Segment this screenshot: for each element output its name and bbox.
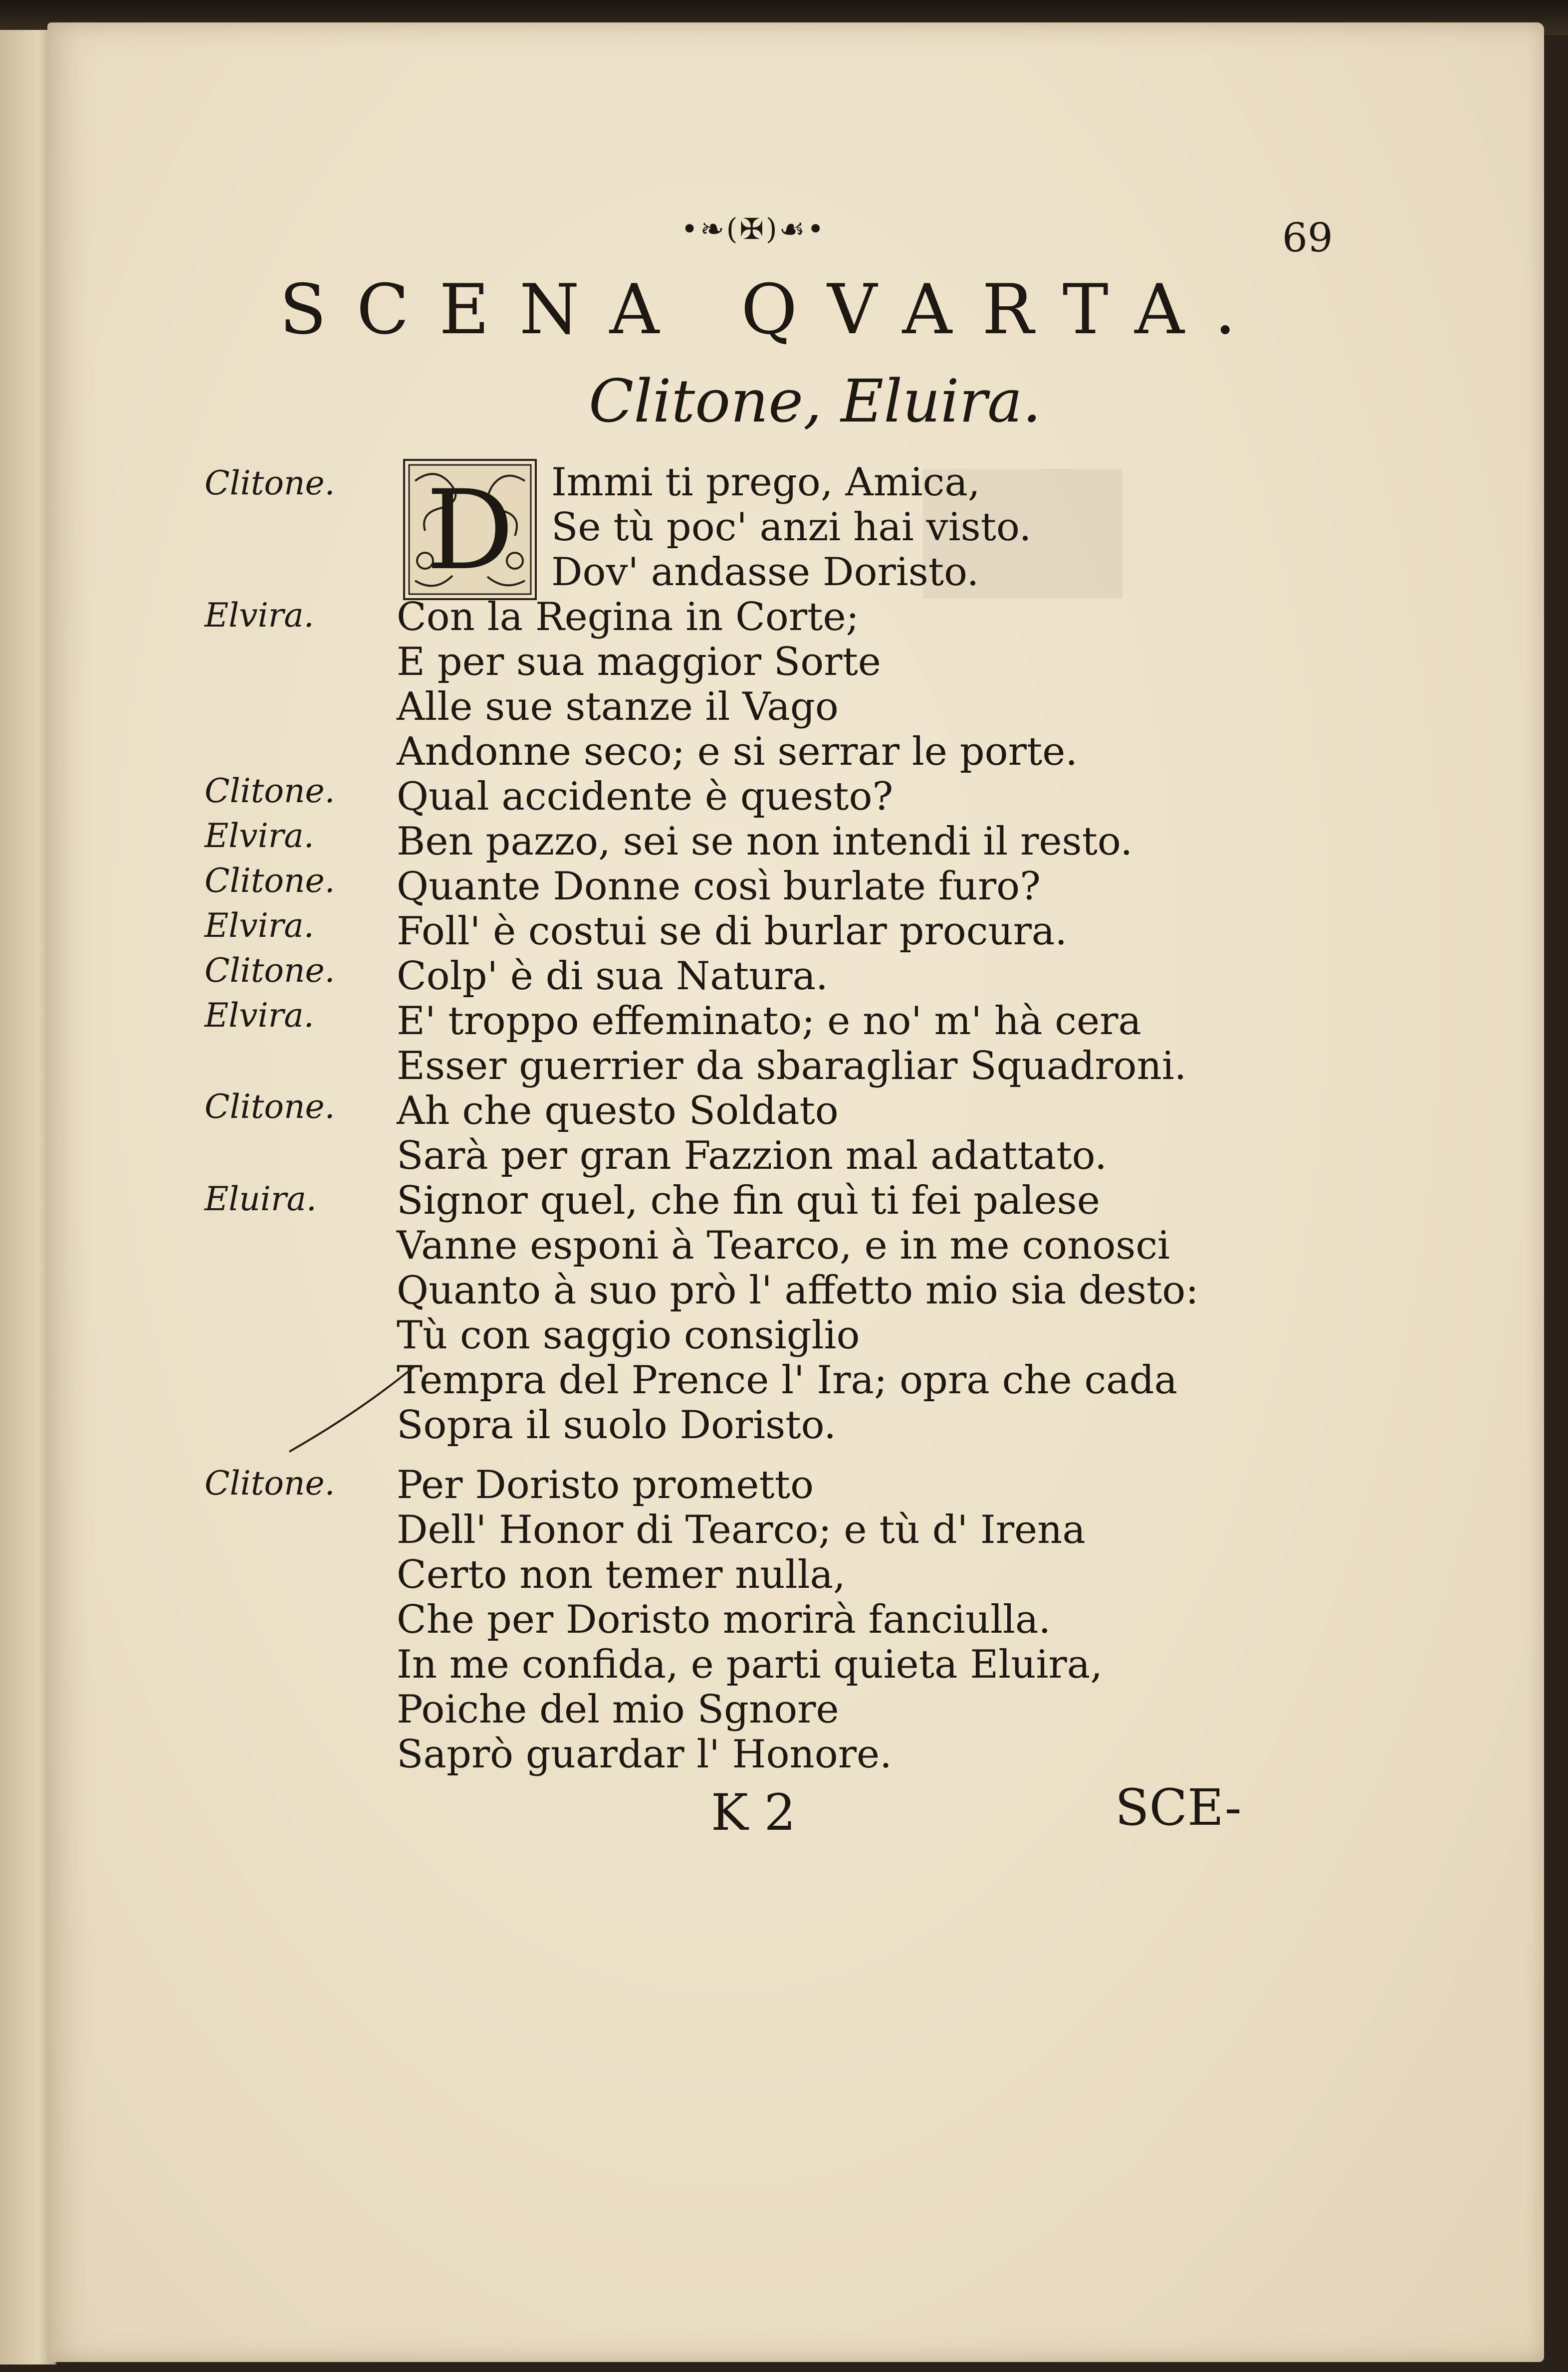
scene-title: SCENA QVARTA.: [279, 269, 1266, 350]
drop-cap-ornament: [403, 459, 537, 600]
speaker-label: Clitone.: [205, 464, 335, 502]
verse-line: Esser guerrier da sbaragliar Squadroni.: [397, 1044, 1187, 1088]
speaker-label: Elvira.: [205, 596, 314, 635]
head-ornament: •❧(✠)☙•: [681, 212, 826, 246]
verse-line: Andonne seco; e si serrar le porte.: [397, 729, 1078, 774]
verse-line: E per sua maggior Sorte: [397, 640, 881, 684]
verse-line: Tù con saggio consiglio: [397, 1313, 860, 1358]
verse-line: Saprò guardar l' Honore.: [397, 1732, 892, 1777]
drop-cap-letter: D: [426, 466, 514, 594]
verse-line: Quanto à suo prò l' affetto mio sia desto:: [397, 1268, 1199, 1313]
catchword: SCE-: [1115, 1778, 1242, 1837]
speaker-label: Elvira.: [205, 906, 314, 945]
verse-line: Colp' è di sua Natura.: [397, 954, 828, 999]
verse-line: Ah che questo Soldato: [397, 1088, 839, 1133]
speaker-label: Elvira.: [205, 817, 314, 855]
verse-line: Ben pazzo, sei se non intendi il resto.: [397, 819, 1133, 864]
verse-line: Dell' Honor di Tearco; e tù d' Irena: [397, 1508, 1086, 1552]
speaker-label: Clitone.: [205, 772, 335, 810]
verse-line: E' troppo effeminato; e no' m' hà cera: [397, 999, 1141, 1044]
verse-line: Signor quel, che fin quì ti fei palese: [397, 1178, 1100, 1223]
verse-line: In me confida, e parti quieta Eluira,: [397, 1642, 1103, 1687]
page-number: 69: [1282, 215, 1333, 261]
verse-line: Poiche del mio Sgnore: [397, 1687, 839, 1732]
verse-line: Per Doristo prometto: [397, 1463, 814, 1508]
scene-characters: Clitone, Eluira.: [589, 367, 1041, 435]
speaker-label: Clitone.: [205, 951, 335, 990]
verse-line: Con la Regina in Corte;: [397, 595, 859, 640]
speaker-label: Clitone.: [205, 1464, 335, 1503]
verse-line: Tempra del Prence l' Ira; opra che cada: [397, 1358, 1178, 1403]
verse-line: Quante Donne così burlate furo?: [397, 864, 1041, 909]
verse-line: Sopra il suolo Doristo.: [397, 1403, 837, 1448]
verse-line: Qual accidente è questo?: [397, 774, 894, 819]
speaker-label: Clitone.: [205, 1087, 335, 1126]
verse-line: Che per Doristo morirà fanciulla.: [397, 1597, 1051, 1642]
floral-initial-icon: [405, 461, 535, 598]
margin-pen-stroke: [279, 1357, 419, 1457]
verse-line: Immi ti prego, Amica,: [551, 460, 980, 505]
signature-mark: K 2: [711, 1783, 796, 1842]
speaker-label: Eluira.: [205, 1180, 317, 1218]
verse-line: Dov' andasse Doristo.: [551, 550, 979, 595]
verse-line: Sarà per gran Fazzion mal adattato.: [397, 1133, 1107, 1178]
verse-line: Vanne esponi à Tearco, e in me conosci: [397, 1223, 1170, 1268]
verse-line: Certo non temer nulla,: [397, 1552, 846, 1597]
verse-line: Foll' è costui se di burlar procura.: [397, 909, 1068, 954]
speaker-label: Elvira.: [205, 996, 314, 1035]
speaker-label: Clitone.: [205, 862, 335, 900]
verse-line: Alle sue stanze il Vago: [397, 684, 839, 729]
verse-line: Se tù poc' anzi hai visto.: [551, 505, 1032, 550]
